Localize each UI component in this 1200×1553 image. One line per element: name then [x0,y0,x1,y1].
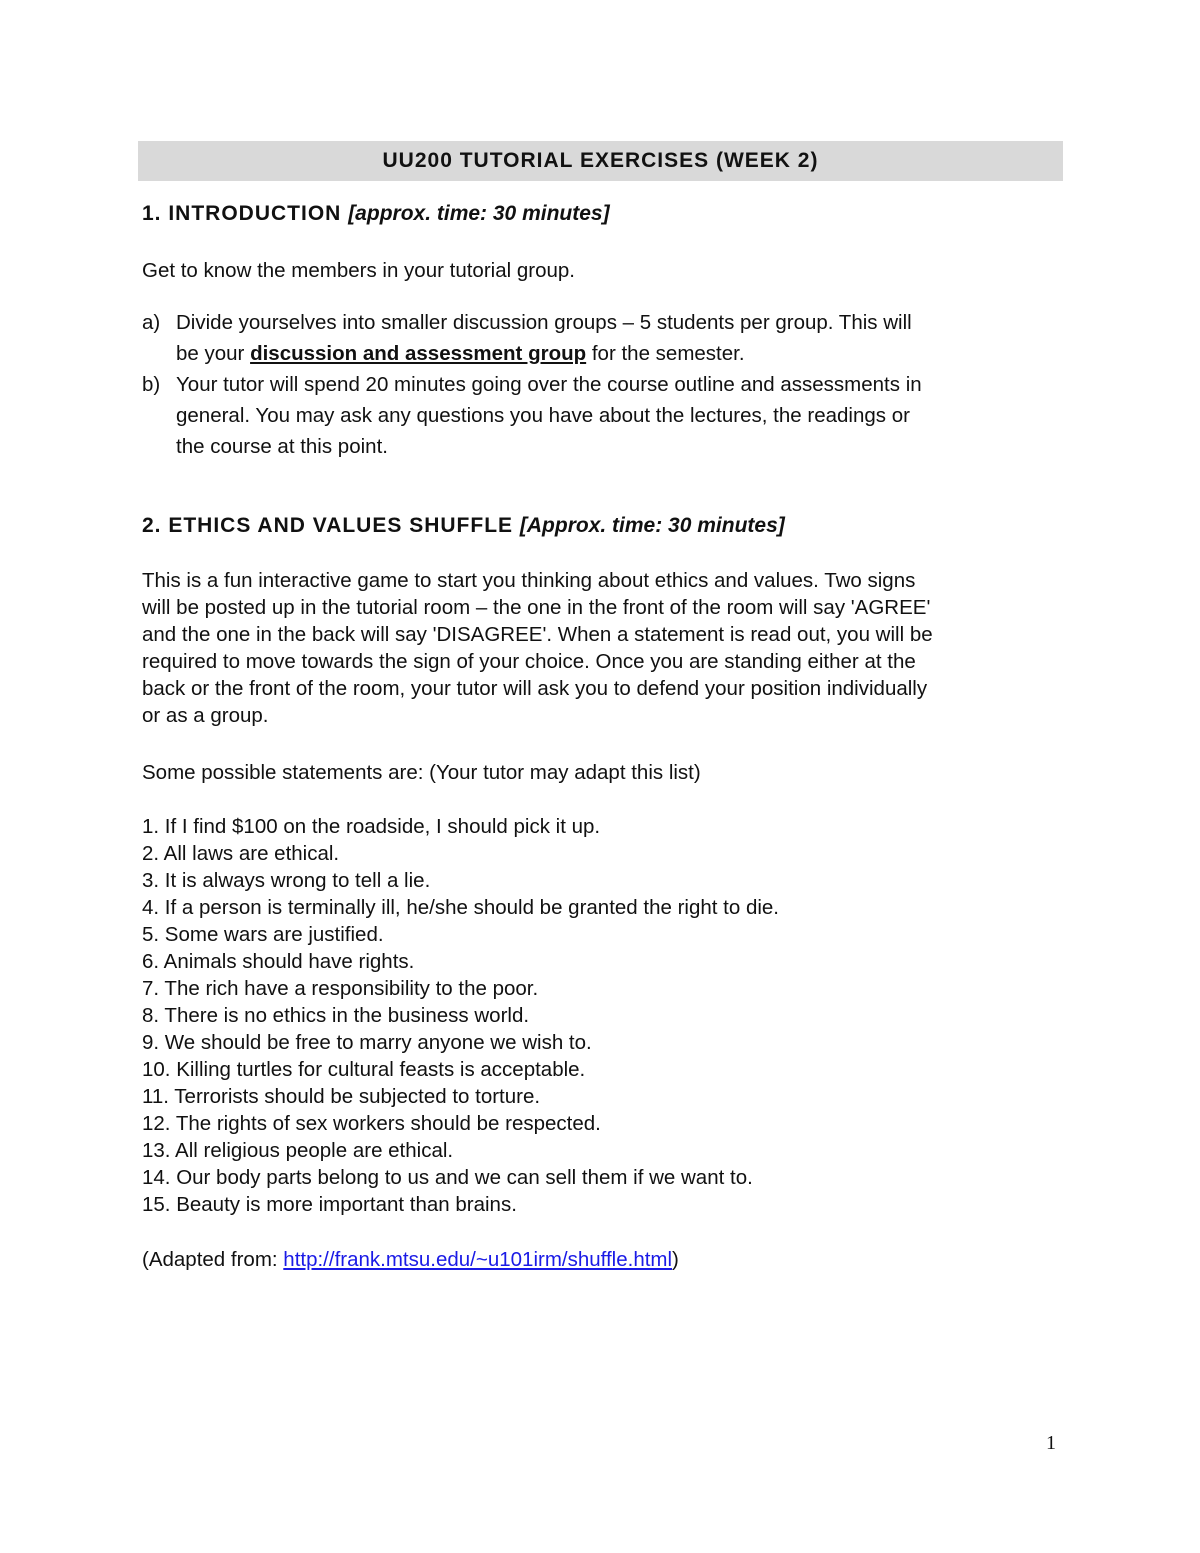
item-b-marker: b) [142,373,161,396]
section-1-time: [approx. time: 30 minutes] [348,202,610,225]
list-item: 6. Animals should have rights. [142,950,415,973]
section-1-intro: Get to know the members in your tutorial group. [142,259,575,282]
discussion-group-emphasis: discussion and assessment group [250,342,587,365]
list-item: 7. The rich have a responsibility to the poor. [142,977,539,1000]
item-b [142,369,922,462]
source-link[interactable]: http://frank.mtsu.edu/~u101irm/shuffle.html [283,1248,673,1271]
paragraph-line: back or the front of the room, your tutor will ask you to defend your position individually [142,677,928,700]
item-b-line1: Your tutor will spend 20 minutes going over the course outline and assessments in [176,373,922,396]
item-b-line3: the course at this point. [176,435,388,458]
page-number: 1 [1046,1432,1056,1454]
source-prefix: (Adapted from: [142,1248,284,1271]
list-item: 14. Our body parts belong to us and we can sell them if we want to. [142,1166,753,1189]
section-1-heading [142,202,610,226]
paragraph-line: will be posted up in the tutorial room – the one in the front of the room will say 'AGREE' [142,596,931,619]
document-title: UU200 TUTORIAL EXERCISES (WEEK 2) [138,141,1063,181]
list-item: 11. Terrorists should be subjected to torture. [142,1085,541,1108]
item-b-line2: general. You may ask any questions you have about the lectures, the readings or [176,404,910,427]
section-2-heading-text: 2. ETHICS AND VALUES SHUFFLE [142,514,514,537]
list-item: 13. All religious people are ethical. [142,1139,454,1162]
list-item: 5. Some wars are justified. [142,923,384,946]
section-2-time: [Approx. time: 30 minutes] [519,514,785,537]
list-item: 2. All laws are ethical. [142,842,340,865]
list-item: 3. It is always wrong to tell a lie. [142,869,431,892]
paragraph-line: This is a fun interactive game to start you thinking about ethics and values. Two signs [142,569,916,592]
section-1-heading-text: 1. INTRODUCTION [142,202,342,225]
statements-list [142,813,779,1218]
list-item: 9. We should be free to marry anyone we wish to. [142,1031,592,1054]
list-item: 12. The rights of sex workers should be respected. [142,1112,601,1135]
list-item: 4. If a person is terminally ill, he/she should be granted the right to die. [142,896,780,919]
item-a-line2 [142,338,912,369]
section-2-heading [142,514,785,538]
paragraph-line: required to move towards the sign of your choice. Once you are standing either at the [142,650,916,673]
source-suffix: ) [672,1248,679,1271]
list-item: 15. Beauty is more important than brains. [142,1193,517,1216]
item-a-line2-post: for the semester. [586,342,745,365]
statements-intro: Some possible statements are: (Your tutor may adapt this list) [142,761,701,784]
item-a [142,307,912,369]
source-citation [142,1246,679,1273]
item-a-line2-pre: be your [176,342,251,365]
list-item: 10. Killing turtles for cultural feasts is acceptable. [142,1058,586,1081]
paragraph-line: or as a group. [142,704,269,727]
item-a-marker: a) [142,311,161,334]
paragraph-line: and the one in the back will say 'DISAGREE'. When a statement is read out, you will be [142,623,933,646]
list-item: 8. There is no ethics in the business world. [142,1004,530,1027]
list-item: 1. If I find $100 on the roadside, I should pick it up. [142,815,601,838]
section-2-paragraph [142,567,933,729]
item-a-line1: Divide yourselves into smaller discussion groups – 5 students per group. This will [176,311,912,334]
